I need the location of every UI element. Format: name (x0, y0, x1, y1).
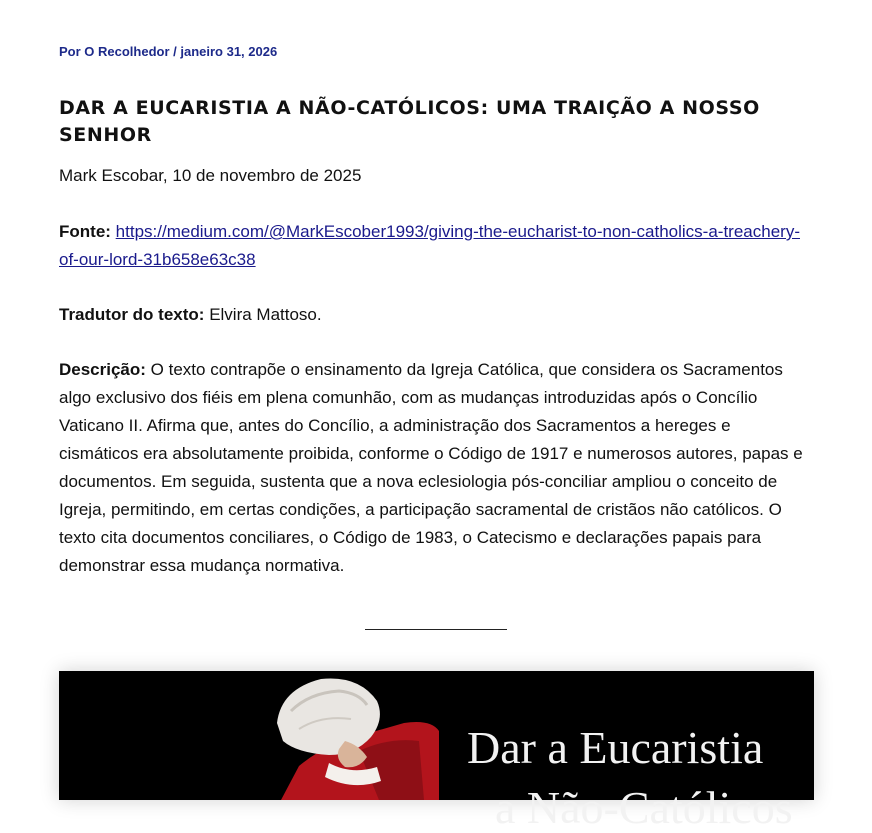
translator-name: Elvira Mattoso. (209, 305, 322, 324)
post-title: DAR A EUCARISTIA A NÃO-CATÓLICOS: UMA TRAIÇÃO A NOSSO SENHOR (59, 97, 760, 146)
source-link[interactable]: https://medium.com/@MarkEscober1993/giving-the-eucharist-to-non-catholics-a-treachery-of-our-lord-31b658e63c38 (59, 222, 800, 269)
author-date-line: Mark Escobar, 10 de novembro de 2025 (59, 166, 362, 185)
description-paragraph (59, 356, 807, 580)
section-divider (365, 629, 507, 630)
post-byline[interactable]: Por O Recolhedor / janeiro 31, 2026 (59, 44, 278, 59)
featured-image[interactable] (59, 671, 814, 833)
featured-image-title-line1: Dar a Eucaristia (467, 722, 764, 773)
source-label: Fonte: (59, 222, 111, 241)
translator-paragraph (59, 301, 807, 329)
featured-image-title-line2: a Não-Católicos (495, 782, 793, 833)
description-label: Descrição: (59, 360, 146, 379)
description-text: O texto contrapõe o ensinamento da Igreja Católica, que considera os Sacramentos algo exclusivo dos fiéis em plena comunhão, com as mudanças introduzidas após o Concílio Vaticano II. Afirma que, antes do Concílio, a administração dos Sacramentos a hereges e cismáticos era absolutamente proibida, conforme o Código de 1917 e numerosos autores, papas e documentos. Em seguida, sustenta que a nova eclesiologia pós-conciliar ampliou o conceito de Igreja, permitindo, em certas condições, a participação sacramental de cristãos não católicos. O texto cita documentos conciliares, o Código de 1983, o Catecismo e declarações papais para demonstrar essa mudança normativa. (59, 360, 803, 575)
translator-label: Tradutor do texto: (59, 305, 205, 324)
source-paragraph (59, 218, 807, 274)
